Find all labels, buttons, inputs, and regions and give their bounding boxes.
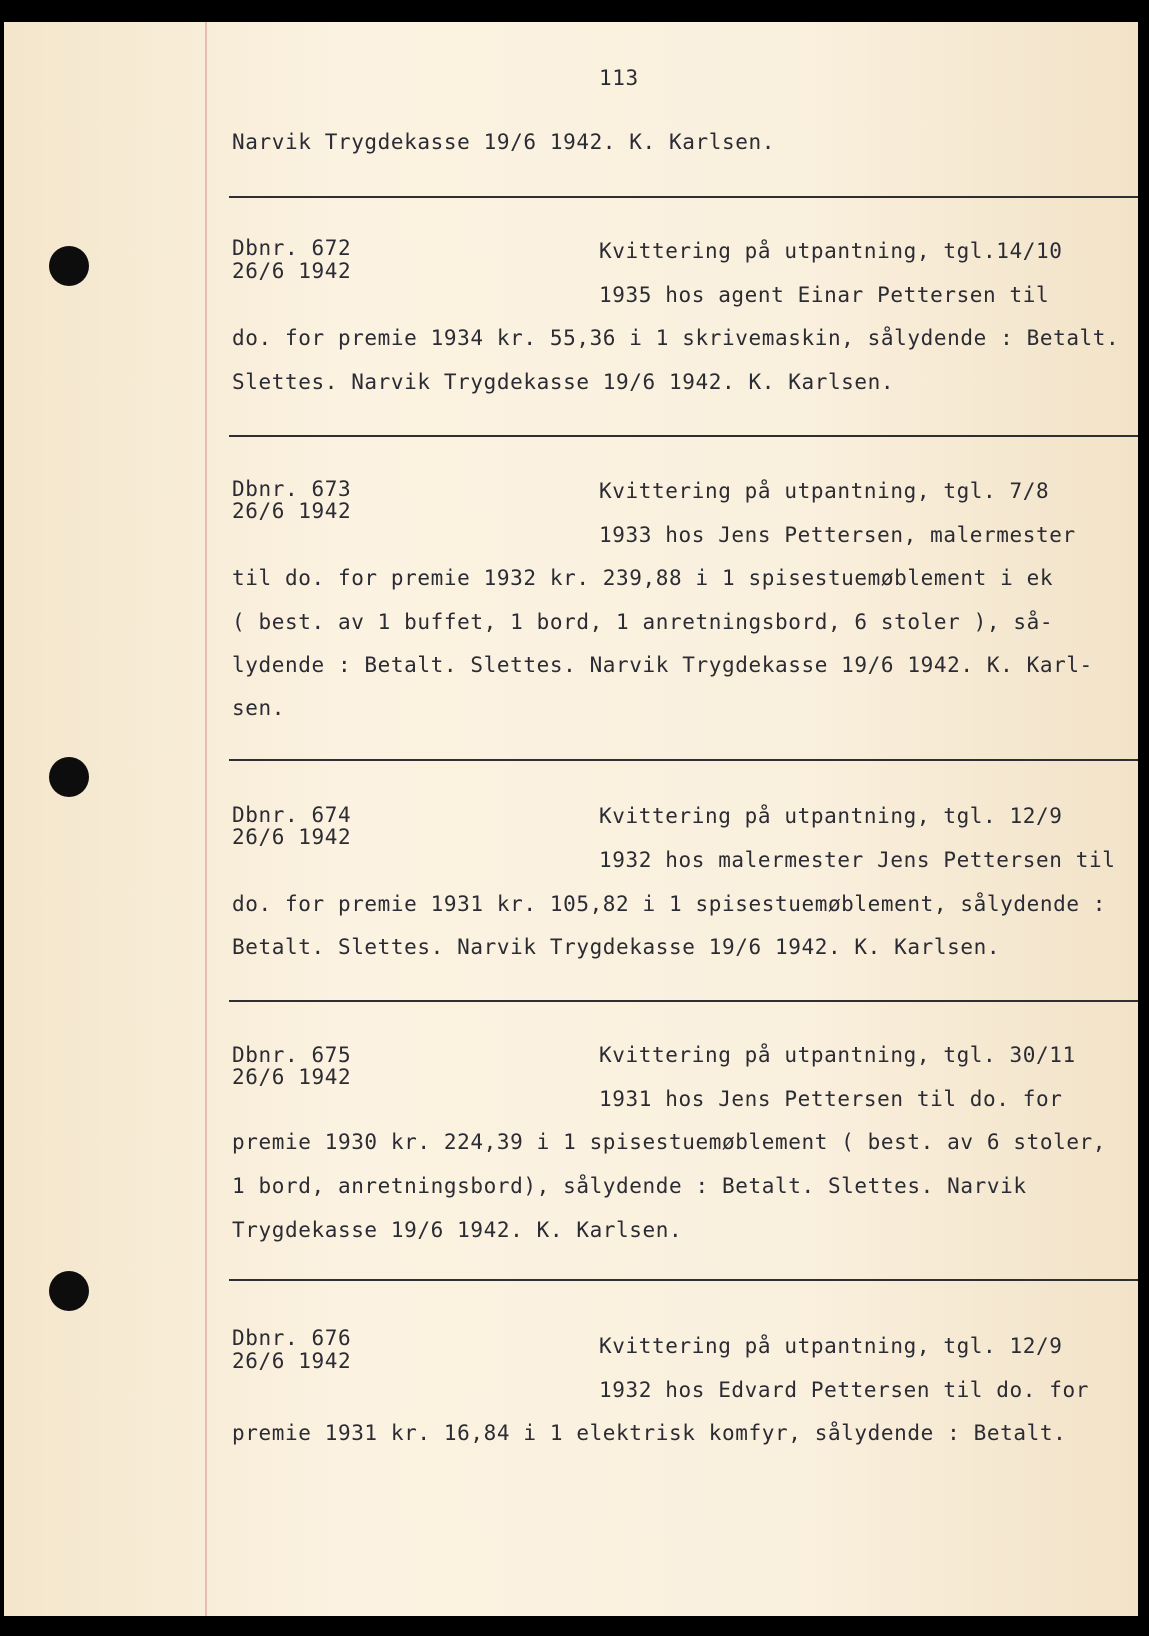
page-number: 113 — [599, 66, 639, 90]
entry-line: Betalt. Slettes. Narvik Trygdekasse 19/6 1942. K. Karlsen. — [232, 935, 1001, 959]
entry-line: Kvittering på utpantning, tgl.14/10 — [599, 239, 1063, 263]
entry-line: Slettes. Narvik Trygdekasse 19/6 1942. K. Karlsen. — [232, 370, 895, 394]
entry-line: Kvittering på utpantning, tgl. 30/11 — [599, 1043, 1076, 1067]
entry-line: do. for premie 1931 kr. 105,82 i 1 spisestuemøblement, sålydende : — [232, 892, 1107, 916]
entry-line: Kvittering på utpantning, tgl. 12/9 — [599, 1334, 1063, 1358]
entry-line: 1932 hos malermester Jens Pettersen til — [599, 848, 1116, 872]
entry-dbnr: Dbnr. 675 — [232, 1043, 352, 1067]
entry-line: premie 1931 kr. 16,84 i 1 elektrisk komfyr, sålydende : Betalt. — [232, 1421, 1067, 1445]
punch-hole — [49, 246, 89, 286]
punch-hole — [49, 1271, 89, 1311]
entry-line: Kvittering på utpantning, tgl. 12/9 — [599, 804, 1063, 828]
entry-line: do. for premie 1934 kr. 55,36 i 1 skrivemaskin, sålydende : Betalt. — [232, 326, 1120, 350]
entry-line: 1931 hos Jens Pettersen til do. for — [599, 1087, 1063, 1111]
entry-line: lydende : Betalt. Slettes. Narvik Trygdekasse 19/6 1942. K. Karl- — [232, 653, 1093, 677]
entry-dbnr: Dbnr. 674 — [232, 803, 352, 827]
entry-line: 1 bord, anretningsbord), sålydende : Betalt. Slettes. Narvik — [232, 1174, 1027, 1198]
entry-date: 26/6 1942 — [232, 259, 352, 283]
entry-line: ( best. av 1 buffet, 1 bord, 1 anretningsbord, 6 stoler ), så- — [232, 610, 1054, 634]
divider — [229, 435, 1138, 437]
entry-line: Kvittering på utpantning, tgl. 7/8 — [599, 479, 1050, 503]
divider — [229, 196, 1138, 198]
ledger-page — [4, 22, 1138, 1616]
entry-dbnr: Dbnr. 676 — [232, 1326, 352, 1350]
entry-line: til do. for premie 1932 kr. 239,88 i 1 spisestuemøblement i ek — [232, 566, 1054, 590]
divider — [229, 1279, 1138, 1281]
entry-date: 26/6 1942 — [232, 1065, 352, 1089]
header-line: Narvik Trygdekasse 19/6 1942. K. Karlsen. — [232, 130, 775, 154]
divider — [229, 1000, 1138, 1002]
punch-hole — [49, 757, 89, 797]
entry-date: 26/6 1942 — [232, 825, 352, 849]
entry-date: 26/6 1942 — [232, 1349, 352, 1373]
entry-line: sen. — [232, 696, 285, 720]
entry-line: 1935 hos agent Einar Pettersen til — [599, 283, 1050, 307]
entry-line: 1932 hos Edvard Pettersen til do. for — [599, 1378, 1089, 1402]
entry-dbnr: Dbnr. 673 — [232, 477, 352, 501]
entry-line: 1933 hos Jens Pettersen, malermester — [599, 523, 1076, 547]
margin-line — [205, 22, 207, 1616]
entry-line: Trygdekasse 19/6 1942. K. Karlsen. — [232, 1218, 683, 1242]
entry-date: 26/6 1942 — [232, 499, 352, 523]
entry-line: premie 1930 kr. 224,39 i 1 spisestuemøblement ( best. av 6 stoler, — [232, 1130, 1107, 1154]
entry-dbnr: Dbnr. 672 — [232, 236, 352, 260]
divider — [229, 759, 1138, 761]
